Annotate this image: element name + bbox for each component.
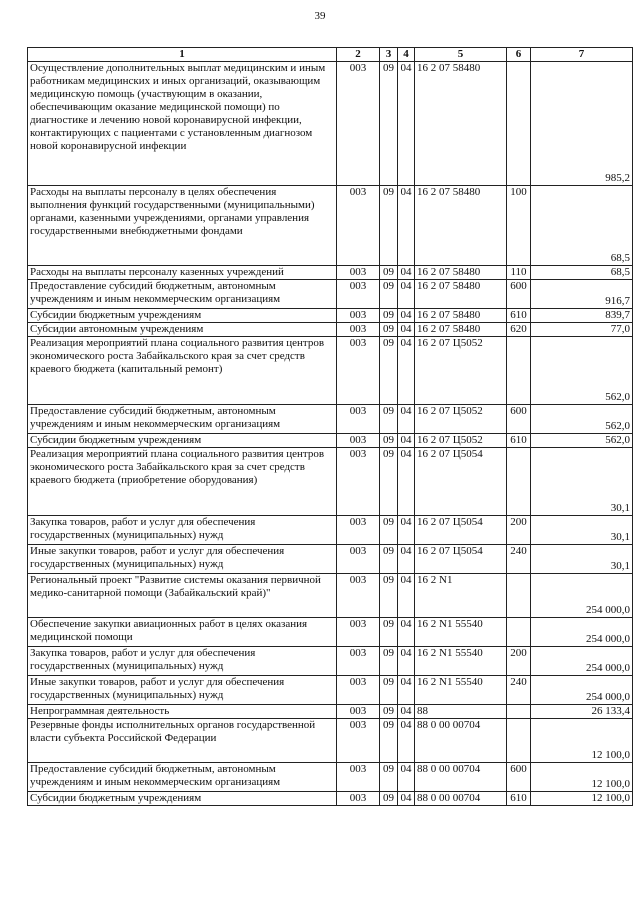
table-row xyxy=(28,266,633,280)
row-name: Реализация мероприятий плана социального развития центров экономического роста Забайкальского края за счет средств краевого бюджета (капитальный ремонт) xyxy=(28,337,337,405)
row-section-code: 09 xyxy=(380,647,398,676)
row-admin-code: 003 xyxy=(337,266,380,280)
row-expense-type: 200 xyxy=(507,647,531,676)
row-name: Субсидии бюджетным учреждениям xyxy=(28,434,337,448)
table-row xyxy=(28,676,633,705)
row-subsection-code: 04 xyxy=(398,266,415,280)
table-row xyxy=(28,719,633,763)
row-amount: 12 100,0 xyxy=(531,719,633,763)
row-target-code: 16 2 07 58480 xyxy=(415,266,507,280)
row-expense-type: 110 xyxy=(507,266,531,280)
row-amount: 12 100,0 xyxy=(531,792,633,806)
row-amount: 30,1 xyxy=(531,516,633,545)
row-amount: 12 100,0 xyxy=(531,763,633,792)
table-row xyxy=(28,434,633,448)
row-admin-code: 003 xyxy=(337,280,380,309)
table-row xyxy=(28,186,633,266)
table-row xyxy=(28,647,633,676)
row-admin-code: 003 xyxy=(337,792,380,806)
row-amount: 68,5 xyxy=(531,186,633,266)
row-admin-code: 003 xyxy=(337,186,380,266)
row-amount: 254 000,0 xyxy=(531,676,633,705)
row-subsection-code: 04 xyxy=(398,618,415,647)
row-target-code: 88 0 00 00704 xyxy=(415,792,507,806)
row-admin-code: 003 xyxy=(337,434,380,448)
row-target-code: 16 2 07 58480 xyxy=(415,186,507,266)
row-section-code: 09 xyxy=(380,337,398,405)
row-admin-code: 003 xyxy=(337,62,380,186)
row-expense-type: 600 xyxy=(507,405,531,434)
row-subsection-code: 04 xyxy=(398,763,415,792)
row-expense-type xyxy=(507,448,531,516)
row-target-code: 88 xyxy=(415,705,507,719)
row-admin-code: 003 xyxy=(337,405,380,434)
row-subsection-code: 04 xyxy=(398,434,415,448)
row-subsection-code: 04 xyxy=(398,280,415,309)
row-section-code: 09 xyxy=(380,448,398,516)
row-amount: 26 133,4 xyxy=(531,705,633,719)
row-amount: 562,0 xyxy=(531,337,633,405)
row-subsection-code: 04 xyxy=(398,719,415,763)
row-subsection-code: 04 xyxy=(398,574,415,618)
column-header: 4 xyxy=(398,48,415,62)
table-row xyxy=(28,405,633,434)
row-admin-code: 003 xyxy=(337,545,380,574)
row-name: Осуществление дополнительных выплат медицинским и иным работникам медицинских и иных организаций, оказывающим медицинскую помощь (участвующим в оказании, обеспечивающим оказание медицинской помощи) по диагностике и лечению новой коронавирусной инфекции, контактирующих с пациентами с установленным диагнозом новой коронавирусной инфекции xyxy=(28,62,337,186)
row-admin-code: 003 xyxy=(337,705,380,719)
row-section-code: 09 xyxy=(380,763,398,792)
table-row xyxy=(28,337,633,405)
row-subsection-code: 04 xyxy=(398,448,415,516)
row-subsection-code: 04 xyxy=(398,705,415,719)
row-section-code: 09 xyxy=(380,309,398,323)
row-amount: 254 000,0 xyxy=(531,618,633,647)
row-amount: 985,2 xyxy=(531,62,633,186)
row-expense-type xyxy=(507,719,531,763)
row-section-code: 09 xyxy=(380,705,398,719)
column-header: 6 xyxy=(507,48,531,62)
row-name: Предоставление субсидий бюджетным, автономным учреждениям и иным некоммерческим организациям xyxy=(28,280,337,309)
row-target-code: 88 0 00 00704 xyxy=(415,719,507,763)
row-amount: 254 000,0 xyxy=(531,647,633,676)
table-row xyxy=(28,62,633,186)
row-section-code: 09 xyxy=(380,186,398,266)
row-expense-type: 100 xyxy=(507,186,531,266)
budget-table xyxy=(27,47,633,806)
row-name: Резервные фонды исполнительных органов государственной власти субъекта Российской Федерации xyxy=(28,719,337,763)
row-expense-type: 610 xyxy=(507,434,531,448)
row-amount: 254 000,0 xyxy=(531,574,633,618)
row-expense-type: 620 xyxy=(507,323,531,337)
row-name: Субсидии бюджетным учреждениям xyxy=(28,792,337,806)
row-name: Субсидии бюджетным учреждениям xyxy=(28,309,337,323)
row-name: Предоставление субсидий бюджетным, автономным учреждениям и иным некоммерческим организациям xyxy=(28,763,337,792)
row-target-code: 16 2 07 Ц5054 xyxy=(415,545,507,574)
row-target-code: 16 2 N1 xyxy=(415,574,507,618)
row-section-code: 09 xyxy=(380,676,398,705)
row-subsection-code: 04 xyxy=(398,405,415,434)
row-amount: 839,7 xyxy=(531,309,633,323)
row-subsection-code: 04 xyxy=(398,792,415,806)
row-name: Закупка товаров, работ и услуг для обеспечения государственных (муниципальных) нужд xyxy=(28,516,337,545)
row-name: Обеспечение закупки авиационных работ в целях оказания медицинской помощи xyxy=(28,618,337,647)
row-subsection-code: 04 xyxy=(398,516,415,545)
row-section-code: 09 xyxy=(380,516,398,545)
row-section-code: 09 xyxy=(380,719,398,763)
row-name: Иные закупки товаров, работ и услуг для обеспечения государственных (муниципальных) нужд xyxy=(28,676,337,705)
row-subsection-code: 04 xyxy=(398,545,415,574)
row-name: Субсидии автономным учреждениям xyxy=(28,323,337,337)
row-admin-code: 003 xyxy=(337,516,380,545)
row-section-code: 09 xyxy=(380,323,398,337)
row-admin-code: 003 xyxy=(337,647,380,676)
row-admin-code: 003 xyxy=(337,323,380,337)
row-amount: 77,0 xyxy=(531,323,633,337)
row-name: Закупка товаров, работ и услуг для обеспечения государственных (муниципальных) нужд xyxy=(28,647,337,676)
row-expense-type: 610 xyxy=(507,792,531,806)
row-expense-type xyxy=(507,337,531,405)
row-admin-code: 003 xyxy=(337,337,380,405)
row-section-code: 09 xyxy=(380,405,398,434)
row-target-code: 88 0 00 00704 xyxy=(415,763,507,792)
table-row xyxy=(28,763,633,792)
row-expense-type: 240 xyxy=(507,545,531,574)
row-section-code: 09 xyxy=(380,618,398,647)
column-header: 7 xyxy=(531,48,633,62)
row-target-code: 16 2 07 58480 xyxy=(415,280,507,309)
row-section-code: 09 xyxy=(380,792,398,806)
row-admin-code: 003 xyxy=(337,448,380,516)
row-expense-type: 600 xyxy=(507,763,531,792)
table-row xyxy=(28,545,633,574)
row-admin-code: 003 xyxy=(337,574,380,618)
column-header: 1 xyxy=(28,48,337,62)
row-subsection-code: 04 xyxy=(398,309,415,323)
row-expense-type: 610 xyxy=(507,309,531,323)
row-name: Расходы на выплаты персоналу в целях обеспечения выполнения функций государственными (муниципальными) органами, казенными учреждениями, органами управления государственными внебюджетными фондами xyxy=(28,186,337,266)
column-header: 5 xyxy=(415,48,507,62)
page-number: 39 xyxy=(314,10,326,22)
row-subsection-code: 04 xyxy=(398,186,415,266)
row-name: Предоставление субсидий бюджетным, автономным учреждениям и иным некоммерческим организациям xyxy=(28,405,337,434)
row-target-code: 16 2 N1 55540 xyxy=(415,647,507,676)
row-expense-type xyxy=(507,574,531,618)
row-admin-code: 003 xyxy=(337,309,380,323)
table-row xyxy=(28,705,633,719)
row-name: Непрограммная деятельность xyxy=(28,705,337,719)
table-row xyxy=(28,516,633,545)
table-row xyxy=(28,574,633,618)
row-amount: 68,5 xyxy=(531,266,633,280)
row-amount: 916,7 xyxy=(531,280,633,309)
row-expense-type: 240 xyxy=(507,676,531,705)
row-name: Расходы на выплаты персоналу казенных учреждений xyxy=(28,266,337,280)
table-row xyxy=(28,309,633,323)
row-target-code: 16 2 07 Ц5052 xyxy=(415,405,507,434)
row-subsection-code: 04 xyxy=(398,323,415,337)
row-target-code: 16 2 07 Ц5052 xyxy=(415,434,507,448)
row-target-code: 16 2 N1 55540 xyxy=(415,676,507,705)
row-target-code: 16 2 07 58480 xyxy=(415,309,507,323)
row-section-code: 09 xyxy=(380,434,398,448)
row-admin-code: 003 xyxy=(337,719,380,763)
row-admin-code: 003 xyxy=(337,676,380,705)
row-section-code: 09 xyxy=(380,545,398,574)
row-target-code: 16 2 07 Ц5054 xyxy=(415,516,507,545)
row-expense-type: 600 xyxy=(507,280,531,309)
row-section-code: 09 xyxy=(380,280,398,309)
row-section-code: 09 xyxy=(380,62,398,186)
row-name: Иные закупки товаров, работ и услуг для обеспечения государственных (муниципальных) нужд xyxy=(28,545,337,574)
table-row xyxy=(28,280,633,309)
row-expense-type xyxy=(507,618,531,647)
column-header: 3 xyxy=(380,48,398,62)
table-row xyxy=(28,448,633,516)
row-subsection-code: 04 xyxy=(398,62,415,186)
table-row xyxy=(28,323,633,337)
row-admin-code: 003 xyxy=(337,763,380,792)
row-expense-type: 200 xyxy=(507,516,531,545)
row-admin-code: 003 xyxy=(337,618,380,647)
row-target-code: 16 2 N1 55540 xyxy=(415,618,507,647)
row-amount: 30,1 xyxy=(531,545,633,574)
row-amount: 562,0 xyxy=(531,405,633,434)
row-name: Региональный проект "Развитие системы оказания первичной медико-санитарной помощи (Забайкальский край)" xyxy=(28,574,337,618)
row-amount: 562,0 xyxy=(531,434,633,448)
row-amount: 30,1 xyxy=(531,448,633,516)
row-section-code: 09 xyxy=(380,574,398,618)
row-expense-type xyxy=(507,705,531,719)
row-expense-type xyxy=(507,62,531,186)
row-subsection-code: 04 xyxy=(398,337,415,405)
row-target-code: 16 2 07 58480 xyxy=(415,323,507,337)
table-row xyxy=(28,618,633,647)
row-subsection-code: 04 xyxy=(398,676,415,705)
row-section-code: 09 xyxy=(380,266,398,280)
table-header-row xyxy=(28,48,633,62)
row-target-code: 16 2 07 Ц5052 xyxy=(415,337,507,405)
row-name: Реализация мероприятий плана социального развития центров экономического роста Забайкальского края за счет средств краевого бюджета (приобретение оборудования) xyxy=(28,448,337,516)
row-subsection-code: 04 xyxy=(398,647,415,676)
row-target-code: 16 2 07 Ц5054 xyxy=(415,448,507,516)
row-target-code: 16 2 07 58480 xyxy=(415,62,507,186)
column-header: 2 xyxy=(337,48,380,62)
table-row xyxy=(28,792,633,806)
